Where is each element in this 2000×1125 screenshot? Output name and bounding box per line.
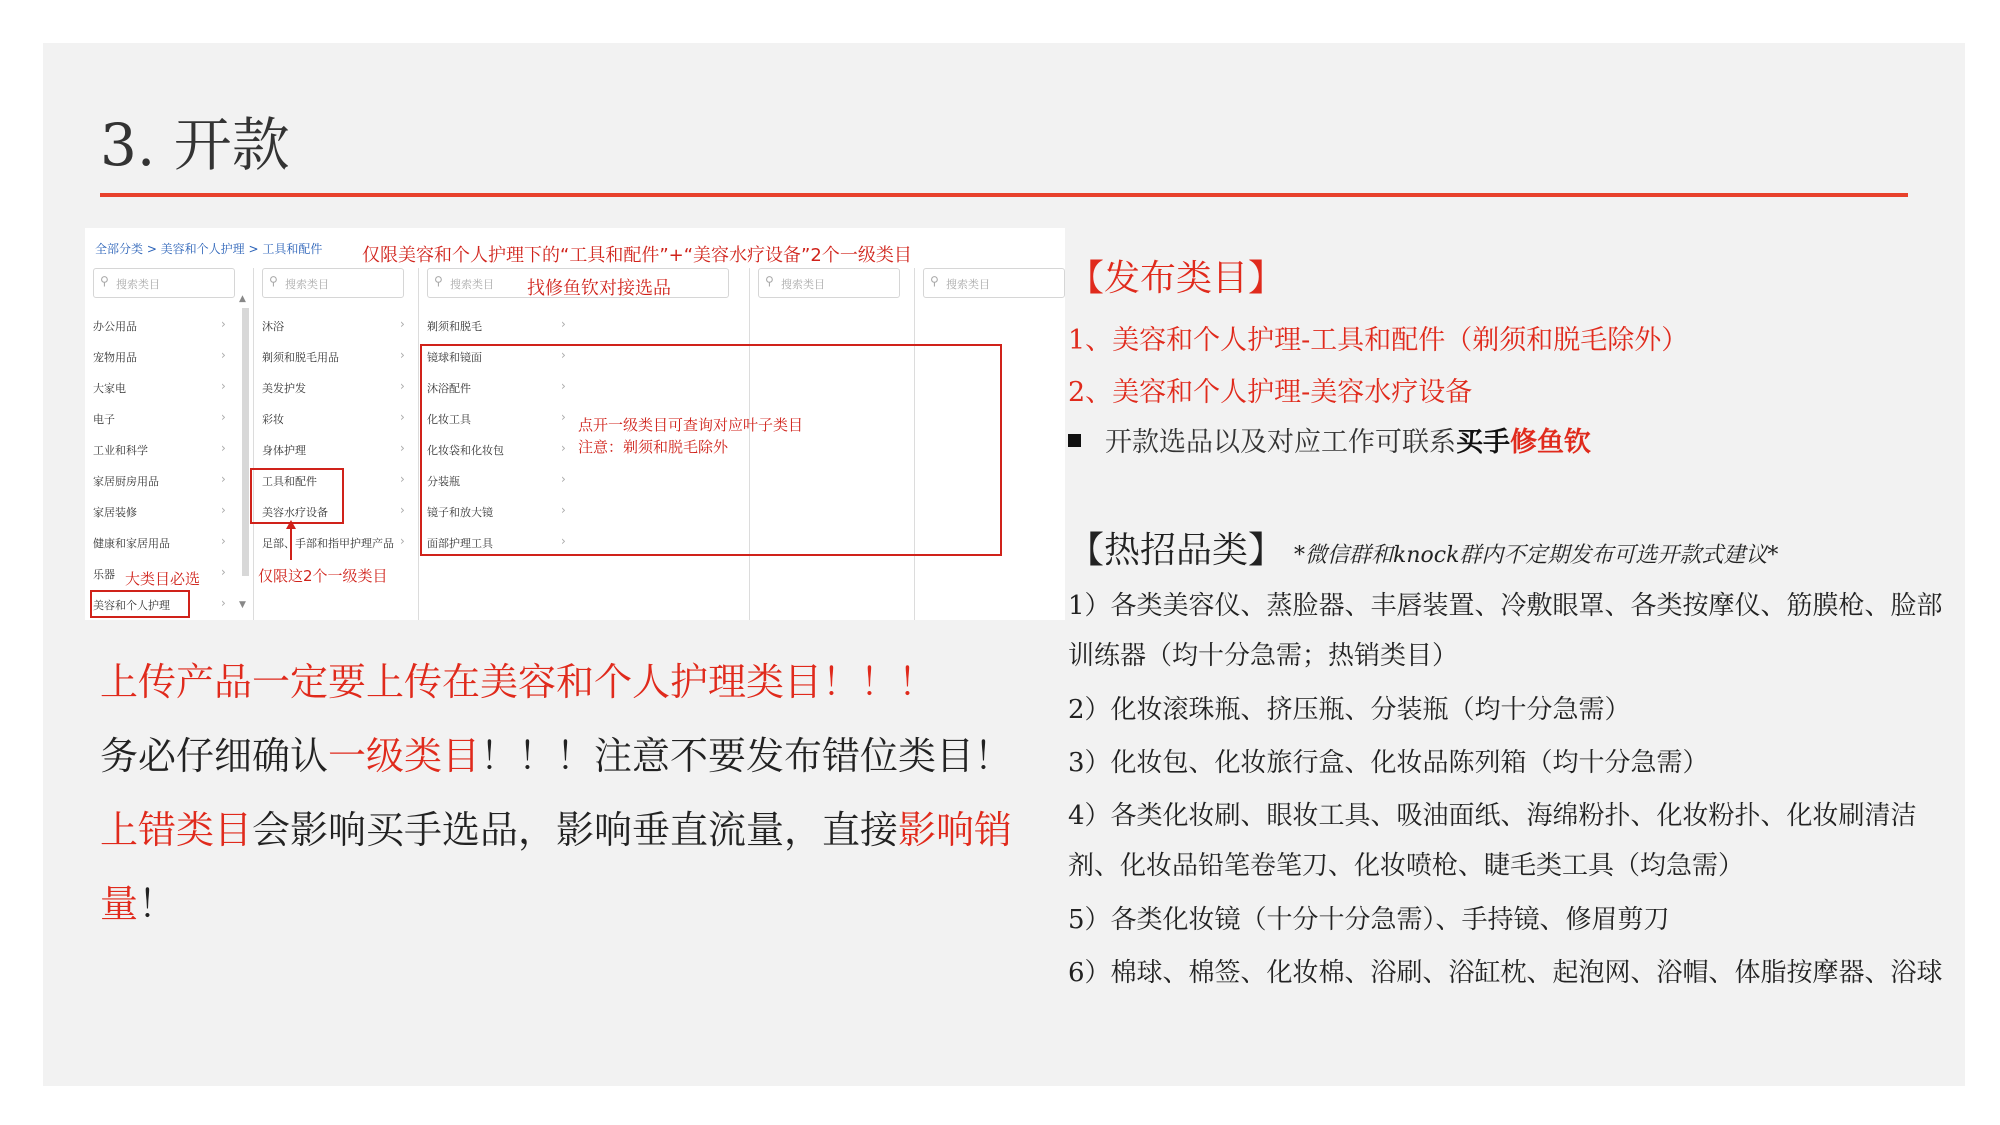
main-category-highlight: [90, 590, 190, 618]
chevron-right-icon: ›: [400, 534, 405, 548]
title-divider: [100, 193, 1908, 197]
search-input[interactable]: ⚲ 搜索类目: [93, 268, 235, 298]
scroll-up-icon[interactable]: ▲: [239, 294, 246, 304]
arrow-up-icon: [285, 520, 297, 560]
upload-warning: 上传产品一定要上传在美容和个人护理类目！！！: [100, 660, 937, 704]
category-item[interactable]: 身体护理: [262, 444, 306, 457]
chevron-right-icon: ›: [400, 472, 405, 486]
chevron-right-icon: ›: [400, 317, 405, 331]
chevron-right-icon: ›: [561, 410, 566, 424]
category-item[interactable]: 健康和家居用品: [93, 537, 170, 550]
category-item[interactable]: 美容水疗设备: [262, 506, 328, 519]
category-item[interactable]: 沐浴配件: [427, 382, 471, 395]
category-item[interactable]: 镜子和放大镜: [427, 506, 493, 519]
search-icon: ⚲: [100, 274, 109, 288]
chevron-right-icon: ›: [561, 472, 566, 486]
chevron-right-icon: ›: [221, 348, 226, 362]
search-icon: ⚲: [434, 274, 443, 288]
category-item[interactable]: 家居装修: [93, 506, 137, 519]
chevron-right-icon: ›: [561, 441, 566, 455]
search-icon: ⚲: [930, 274, 939, 288]
category-item[interactable]: 宠物用品: [93, 351, 137, 364]
chevron-right-icon: ›: [561, 348, 566, 362]
category-item[interactable]: 彩妆: [262, 413, 284, 426]
category-item-selected[interactable]: 工具和配件: [262, 475, 317, 488]
top-annotation: 仅限美容和个人护理下的“工具和配件”+“美容水疗设备”2个一级类目: [362, 245, 912, 266]
hot-category-item: 1）各类美容仪、蒸脸器、丰唇装置、冷敷眼罩、各类按摩仪、筋膜枪、脸部训练器（均十分急需；热销类目）: [1068, 591, 1943, 671]
category-item[interactable]: 剃须和脱毛用品: [262, 351, 339, 364]
impact-warning: 上错类目会影响买手选品，影响垂直流量，直接影响销量！: [100, 808, 1013, 926]
search-icon: ⚲: [269, 274, 278, 288]
chevron-right-icon: ›: [400, 379, 405, 393]
publish-category-item: 1、美容和个人护理-工具和配件（剃须和脱毛除外）: [1068, 325, 1689, 356]
category-item[interactable]: 剃须和脱毛: [427, 320, 482, 333]
chevron-right-icon: ›: [561, 317, 566, 331]
leaf-annotation: 点开一级类目可查询对应叶子类目: [578, 416, 804, 434]
publish-category-heading: 【发布类目】: [1068, 258, 1285, 299]
hot-category-item: 2）化妆滚珠瓶、挤压瓶、分装瓶（均十分急需）: [1068, 695, 1631, 725]
contact-line: 开款选品以及对应工作可联系买手修鱼钦: [1068, 420, 1591, 459]
chevron-right-icon: ›: [221, 596, 226, 610]
search-input[interactable]: ⚲ 搜索类目: [427, 268, 729, 298]
publish-category-item: 2、美容和个人护理-美容水疗设备: [1068, 377, 1473, 408]
chevron-right-icon: ›: [221, 379, 226, 393]
search-icon: ⚲: [765, 274, 774, 288]
big-category-annotation: 大类目必选: [125, 570, 201, 588]
hot-category-heading: 【热招品类】 *微信群和knock群内不定期发布可选开款式建议*: [1068, 530, 1779, 571]
category-item[interactable]: 沐浴: [262, 320, 284, 333]
square-bullet-icon: [1068, 434, 1081, 447]
category-item-selected[interactable]: 美容和个人护理: [93, 599, 170, 612]
search-input[interactable]: ⚲ 搜索类目: [262, 268, 404, 298]
category-screenshot: [85, 228, 1065, 620]
scrollbar[interactable]: [242, 308, 249, 576]
breadcrumb[interactable]: 全部分类 > 美容和个人护理 > 工具和配件: [95, 242, 323, 256]
category-item[interactable]: 化妆袋和化妆包: [427, 444, 504, 457]
category-item[interactable]: 化妆工具: [427, 413, 471, 426]
chevron-right-icon: ›: [221, 317, 226, 331]
category-item[interactable]: 电子: [93, 413, 115, 426]
category-item[interactable]: 美发护发: [262, 382, 306, 395]
category-item[interactable]: 办公用品: [93, 320, 137, 333]
except-annotation: 注意：剃须和脱毛除外: [578, 438, 729, 456]
hot-category-item: 5）各类化妆镜（十分十分急需）、手持镜、修眉剪刀: [1068, 905, 1670, 935]
category-item[interactable]: 面部护理工具: [427, 537, 493, 550]
search-input[interactable]: ⚲ 搜索类目: [758, 268, 900, 298]
category-item[interactable]: 足部、手部和指甲护理产品: [262, 537, 394, 550]
hot-category-item: 6）棉球、棉签、化妆棉、浴刷、浴缸枕、起泡网、浴帽、体脂按摩器、浴球: [1068, 958, 1943, 988]
selected-category-highlight: [250, 468, 344, 524]
hot-category-item: 4）各类化妆刷、眼妆工具、吸油面纸、海绵粉扑、化妆粉扑、化妆刷清洁剂、化妆品铅笔卷笔刀、化妆喷枪、睫毛类工具（均急需）: [1068, 801, 1917, 881]
chevron-right-icon: ›: [400, 348, 405, 362]
chevron-right-icon: ›: [561, 503, 566, 517]
chevron-right-icon: ›: [221, 472, 226, 486]
contact-annotation: 找修鱼钦对接选品: [527, 278, 671, 299]
chevron-right-icon: ›: [400, 503, 405, 517]
chevron-right-icon: ›: [400, 441, 405, 455]
category-item[interactable]: 乐器: [93, 568, 115, 581]
category-item[interactable]: 镜球和镜面: [427, 351, 482, 364]
chevron-right-icon: ›: [400, 410, 405, 424]
chevron-right-icon: ›: [221, 565, 226, 579]
chevron-right-icon: ›: [221, 534, 226, 548]
only-two-annotation: 仅限这2个一级类目: [258, 567, 388, 585]
category-item[interactable]: 分装瓶: [427, 475, 460, 488]
search-input[interactable]: ⚲ 搜索类目: [923, 268, 1065, 298]
category-warning-text: [100, 645, 1030, 941]
chevron-right-icon: ›: [561, 379, 566, 393]
chevron-right-icon: ›: [221, 503, 226, 517]
page-title: 3. 开款: [100, 111, 290, 179]
chevron-right-icon: ›: [221, 441, 226, 455]
category-item[interactable]: 家居厨房用品: [93, 475, 159, 488]
category-item[interactable]: 工业和科学: [93, 444, 148, 457]
category-item[interactable]: 大家电: [93, 382, 126, 395]
scroll-down-icon[interactable]: ▼: [239, 600, 246, 610]
hot-category-item: 3）化妆包、化妆旅行盒、化妆品陈列箱（均十分急需）: [1068, 748, 1709, 778]
chevron-right-icon: ›: [561, 534, 566, 548]
confirm-warning: 务必仔细确认一级类目！！！注意不要发布错位类目！: [100, 734, 1013, 778]
chevron-right-icon: ›: [221, 410, 226, 424]
